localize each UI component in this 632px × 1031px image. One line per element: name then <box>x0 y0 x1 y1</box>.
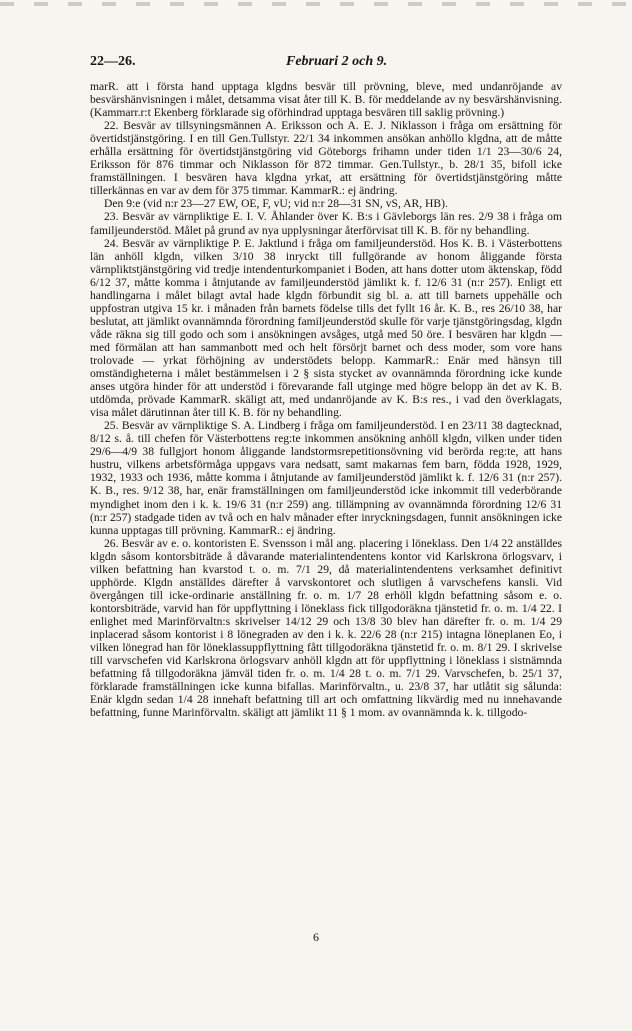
section-range: 22—26. <box>90 54 136 69</box>
document-body <box>90 80 562 719</box>
paragraph-continuation: marR. att i första hand upptaga klgdns besvär till prövning, bleve, med undanröjande av besvärshänvisningen i målet, detsamma visat åter till K. B. för meddelande av ny besvärshänvisning. (Kammarr.r:t Ekenberg förklarade sig oförhindrad upptaga besvären till saklig prövning.) <box>90 80 562 120</box>
paragraph-24: 24. Besvär av värnpliktige P. E. Jaktlund i fråga om familjeunderstöd. Hos K. B. i Västerbottens län anhöll klgdn, vilken 3/10 38 inryckt till fullgörande av honom åliggande första värnpliktstjänstgöring vid tredje intendenturkompaniet i Boden, att hans dotter utom äktenskap, född 6/12 37, måtte komma i åtnjutande av familjeunderstöd jämlikt k. f. 12/6 31 (n:r 257). Enligt ett handlingarna i målet bilagt avtal hade klgdn förbundit sig bl. a. att till barnets uppehälle och uppfostran utgiva 15 kr. i månaden från barnets födelse tills det fyllt 16 år. K. B., res 26/10 38, har beslutat, att jämlikt ovannämnda förordning familjeunderstöd skulle för varje tjänstgöringsdag, klgdn våde räkna sig till godo och som i ansökningen avsåges, utgå med 50 öre. I besvären har klgdn — med förmälan att han sammanbott med och helt försörjt barnet och dess moder, som vore hans trolovade — yrkat förhöjning av understödets belopp. KammarR.: Enär med hänsyn till omständigheterna i målet bestämmelsen i 2 § sista stycket av ovannämnda förordning icke kunde anses utgöra hinder för att understöd i förevarande fall utginge med högre belopp än det av K. B. utdömda, prövade KammarR. skäligt att, med undanröjande av K. B:s res., i vad den överklagats, visa målet därutinnan åter till K. B. för ny behandling. <box>90 236 562 420</box>
page-header <box>90 54 560 74</box>
paragraph-23: 23. Besvär av värnpliktige E. I. V. Åhlander över K. B:s i Gävleborgs län res. 2/9 38 i fråga om familjeunderstöd. Målet på grund av nya upplysningar återförvisat till K. B. för ny behandling. <box>90 210 562 237</box>
page-number: 6 <box>313 930 319 944</box>
paragraph-26: 26. Besvär av e. o. kontoristen E. Svensson i mål ang. placering i löneklass. Den 1/4 22 anställdes klgdn såsom kontorsbiträde å dåvarande materialintendentens kontor vid Karlskrona örlogsvarv, i vilken befattning han kvarstod t. o. m. 7/1 29, då materialintendentens verksamhet definitivt upphörde. Klgdn anställdes därefter å varvskontoret och slutligen å varvschefens kansli. Vid övergången till icke-ordinarie anställning fr. o. m. 1/7 28 erhöll klgdn befattning såsom e. o. kontorsbiträde, varvid han för uppflyttning i löneklass fick tillgodoräkna tjänstetid fr. o. m. 1/4 22. I enlighet med Marinförvaltn:s skrivelser 14/12 29 och 13/8 30 blev han därefter fr. o. m. 1/4 29 inplacerad såsom kontorist i 8 lönegraden av den i k. k. 22/6 28 (n:r 215) intagna löneplanen Eo, i vilken lönegrad han för löneklassuppflyttning fått tillgodoräkna tjänstetid fr. o. m. 8/1 29. I skrivelse till varvschefen vid Karlskrona örlogsvarv anhöll klgdn att för uppflyttning i löneklass i sistnämnda befattning få tillgodoräkna jämväl tiden fr. o. m. 1/4 28 t. o. m. 7/1 29. Varvschefen, b. 25/1 37, förklarade framställningen icke kunna bifallas. Marinförvaltn., u. 23/8 37, har utlåtit sig sålunda: Enär klgdn sedan 1/4 28 innehaft befattning till art och omfattning likvärdig med nu innehavande befattning, funne Marinförvaltn. skäligt att jämlikt 11 § 1 mom. av ovannämnda k. k. tillgodo- <box>90 536 562 720</box>
paragraph-22: 22. Besvär av tillsyningsmännen A. Eriksson och A. E. J. Niklasson i fråga om ersättning för övertidstjänstgöring. I en till Gen.Tullstyr. 22/1 34 inkommen ansökan anhöllo klgdna, att de måtte erhålla ersättning för övertidstjänstgöring vid Göteborgs frihamn under tiden 1/1 23—30/6 24, Eriksson för 876 timmar och Niklasson för 872 timmar. Gen.Tullstyr., b. 28/1 35, bifoll icke framställningen. I besvären hava klgdna yrkat, att ersättning för övertidstjänstgöring måtte tillerkännas en var av dem för 375 timmar. KammarR.: ej ändring. <box>90 119 562 198</box>
page-date-heading: Februari 2 och 9. <box>286 54 388 69</box>
paragraph-25: 25. Besvär av värnpliktige S. A. Lindberg i fråga om familjeunderstöd. I en 23/11 38 dagtecknad, 8/12 s. å. till chefen för Västerbottens reg:te inkommen ansökning anhöll klgdn, vilken under tiden 29/6—4/9 38 fullgjort honom åliggande landstormsrepetitionsövning vid berörda reg:te, att hans hustru, vilkens arbetsförmåga uppgavs vara nedsatt, samt makarnas fem barn, födda 1928, 1929, 1932, 1933 och 1936, måtte komma i åtnjutande av familjeunderstöd jämlikt k. f. 12/6 31 (n:r 257). K. B., res. 9/12 38, har, enär framställningen om familjeunderstöd icke inkommit till vederbörande myndighet inom den i k. k. 19/6 31 (n:r 259) ang. tillämpning av ovannämnda förordning 12/6 31 (n:r 257) stadgade tiden av två och en halv månader efter inryckningsdagen, funnit ansökningen icke kunna upptagas till prövning. KammarR.: ej ändring. <box>90 419 562 537</box>
scan-top-edge <box>0 2 632 6</box>
session-heading-9: Den 9:e (vid n:r 23—27 EW, OE, F, vU; vid n:r 28—31 SN, vS, AR, HB). <box>104 197 448 211</box>
